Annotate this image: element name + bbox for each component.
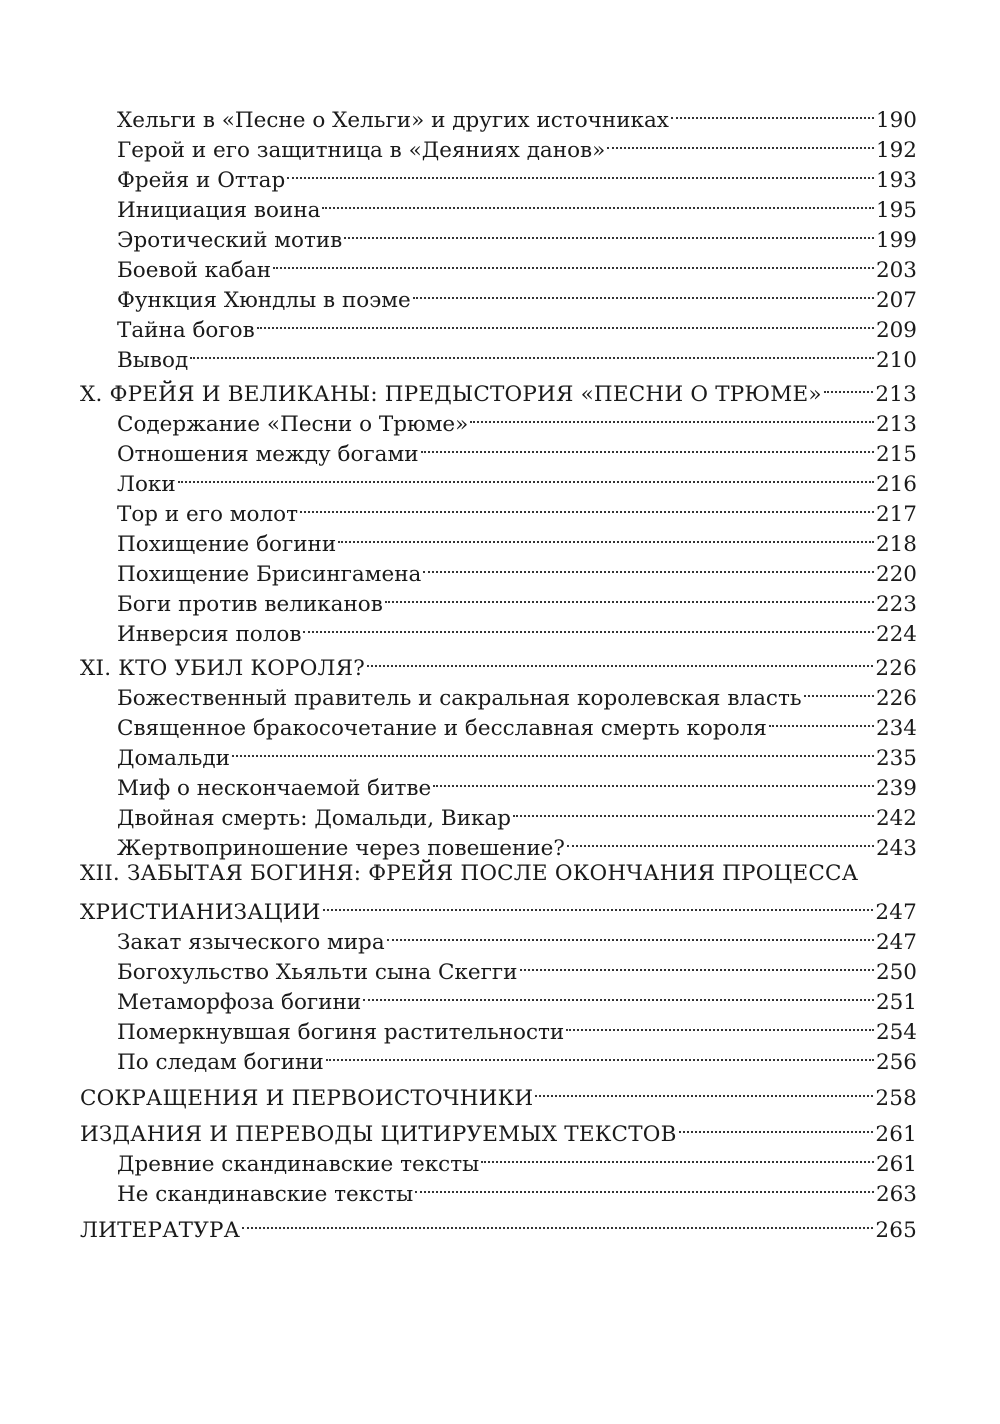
toc-chapter-title: XI. КТО УБИЛ КОРОЛЯ? xyxy=(80,656,365,681)
toc-entry-page: 217 xyxy=(875,502,917,527)
toc-entry-title: Боги против великанов xyxy=(117,592,383,617)
toc-entry-page: 250 xyxy=(875,960,917,985)
toc-entry-page: 256 xyxy=(875,1050,917,1075)
toc-entry-page: 223 xyxy=(875,592,917,617)
toc-entry-title: Двойная смерть: Домальди, Викар xyxy=(117,806,512,831)
toc-entry-page: 220 xyxy=(875,562,917,587)
dot-leader xyxy=(421,431,874,461)
toc-entry-page: 209 xyxy=(875,318,917,343)
toc-entry-title: Домальди xyxy=(117,746,230,771)
toc-entry-page: 213 xyxy=(875,412,917,437)
toc-entry-title: Божественный правитель и сакральная королевская власть xyxy=(117,686,802,711)
toc-section-page: 258 xyxy=(875,1086,917,1111)
toc-entry-title: По следам богини xyxy=(117,1050,324,1075)
toc-entry-title: Хельги в «Песне о Хельги» и других источниках xyxy=(117,108,669,133)
toc-entry-title: Похищение богини xyxy=(117,532,337,557)
toc-entry[interactable] xyxy=(80,337,917,373)
dot-leader xyxy=(413,277,874,307)
dot-leader xyxy=(363,979,874,1009)
toc-entry-title: Похищение Брисингамена xyxy=(117,562,422,587)
toc-entry-page: 216 xyxy=(875,472,917,497)
toc-entry-page: 224 xyxy=(875,622,917,647)
dot-leader xyxy=(567,825,874,855)
toc-entry-title: Метаморфоза богини xyxy=(117,990,362,1015)
toc-section-title: СОКРАЩЕНИЯ И ПЕРВОИСТОЧНИКИ xyxy=(80,1086,534,1111)
toc-entry-page: 207 xyxy=(875,288,917,313)
toc-entry-title: Содержание «Песни о Трюме» xyxy=(117,412,469,437)
toc-entry-title: Отношения между богами xyxy=(117,442,419,467)
toc-entry-page: 247 xyxy=(875,930,917,955)
dot-leader xyxy=(520,949,874,979)
dot-leader xyxy=(804,675,874,705)
dot-leader xyxy=(287,157,874,187)
toc-entry-title: Миф о нескончаемой битве xyxy=(117,776,432,801)
dot-leader xyxy=(415,1171,874,1201)
toc-entry-page: 199 xyxy=(875,228,917,253)
toc-entry-page: 235 xyxy=(875,746,917,771)
toc-entry-title: Инверсия полов xyxy=(117,622,302,647)
toc-entry-title: Функция Хюндлы в поэме xyxy=(117,288,411,313)
toc-entry-title: Фрейя и Оттар xyxy=(117,168,286,193)
toc-section-title: ИЗДАНИЯ И ПЕРЕВОДЫ ЦИТИРУЕМЫХ ТЕКСТОВ xyxy=(80,1122,677,1147)
toc-chapter-page: 226 xyxy=(875,656,917,681)
toc-section-page: 265 xyxy=(875,1218,917,1243)
toc-entry-page: 226 xyxy=(875,686,917,711)
toc-entry-title: Закат языческого мира xyxy=(117,930,385,955)
dot-leader xyxy=(257,307,874,337)
toc-entry-title: Древние скандинавские тексты xyxy=(117,1152,480,1177)
dot-leader xyxy=(387,919,874,949)
toc-entry-page: 215 xyxy=(875,442,917,467)
dot-leader xyxy=(322,187,873,217)
toc-entry-page: 193 xyxy=(875,168,917,193)
toc-section[interactable] xyxy=(80,1111,917,1147)
toc-entry[interactable] xyxy=(80,97,917,133)
dot-leader xyxy=(367,645,873,675)
dot-leader xyxy=(566,1009,874,1039)
toc-chapter-title-line1: XII. ЗАБЫТАЯ БОГИНЯ: ФРЕЙЯ ПОСЛЕ ОКОНЧАНИЯ ПРОЦЕССА xyxy=(80,861,859,886)
toc-entry-page: 218 xyxy=(875,532,917,557)
dot-leader xyxy=(323,889,874,919)
dot-leader xyxy=(303,611,874,641)
dot-leader xyxy=(273,247,874,277)
table-of-contents xyxy=(80,97,917,1243)
dot-leader xyxy=(326,1039,874,1069)
toc-section[interactable] xyxy=(80,1207,917,1243)
toc-entry-title: Жертвоприношение через повешение? xyxy=(117,836,565,861)
toc-chapter[interactable] xyxy=(80,371,917,407)
toc-entry-title: Не скандинавские тексты xyxy=(117,1182,414,1207)
dot-leader xyxy=(679,1111,874,1141)
toc-chapter-page: 247 xyxy=(875,900,917,925)
toc-entry-page: 195 xyxy=(875,198,917,223)
toc-entry-page: 192 xyxy=(875,138,917,163)
dot-leader xyxy=(513,795,874,825)
toc-entry-title: Богохульство Хьяльти сына Скегги xyxy=(117,960,518,985)
dot-leader xyxy=(535,1075,873,1105)
dot-leader xyxy=(607,127,874,157)
dot-leader xyxy=(338,521,874,551)
toc-entry-page: 261 xyxy=(875,1152,917,1177)
toc-section-title: ЛИТЕРАТУРА xyxy=(80,1218,241,1243)
toc-entry-title: Боевой кабан xyxy=(117,258,272,283)
toc-entry[interactable] xyxy=(80,491,917,527)
toc-entry-title: Вывод xyxy=(117,348,189,373)
toc-chapter[interactable] xyxy=(80,859,917,925)
toc-entry-page: 239 xyxy=(875,776,917,801)
dot-leader xyxy=(481,1141,874,1171)
toc-entry-page: 243 xyxy=(875,836,917,861)
toc-chapter-title: X. ФРЕЙЯ И ВЕЛИКАНЫ: ПРЕДЫСТОРИЯ «ПЕСНИ О ТРЮМЕ» xyxy=(80,382,822,407)
toc-entry-title: Тор и его молот xyxy=(117,502,298,527)
dot-leader xyxy=(344,217,874,247)
toc-section[interactable] xyxy=(80,1075,917,1111)
dot-leader xyxy=(769,705,874,735)
toc-entry-title: Тайна богов xyxy=(117,318,255,343)
toc-section-page: 261 xyxy=(875,1122,917,1147)
dot-leader xyxy=(385,581,874,611)
dot-leader xyxy=(824,371,874,401)
toc-entry-page: 242 xyxy=(875,806,917,831)
toc-entry-page: 210 xyxy=(875,348,917,373)
toc-entry-title: Эротический мотив xyxy=(117,228,343,253)
toc-entry-page: 263 xyxy=(875,1182,917,1207)
toc-entry-page: 203 xyxy=(875,258,917,283)
toc-entry[interactable] xyxy=(80,461,917,497)
dot-leader xyxy=(242,1207,873,1237)
toc-entry-page: 254 xyxy=(875,1020,917,1045)
toc-entry-page: 190 xyxy=(875,108,917,133)
dot-leader xyxy=(433,765,874,795)
toc-entry-title: Померкнувшая богиня растительности xyxy=(117,1020,565,1045)
dot-leader xyxy=(470,401,874,431)
toc-entry-page: 234 xyxy=(875,716,917,741)
dot-leader xyxy=(190,337,874,367)
toc-entry-page: 251 xyxy=(875,990,917,1015)
toc-entry-title: Герой и его защитница в «Деяниях данов» xyxy=(117,138,606,163)
dot-leader xyxy=(423,551,874,581)
dot-leader xyxy=(178,461,874,491)
dot-leader xyxy=(232,735,874,765)
dot-leader xyxy=(300,491,874,521)
toc-chapter-title-line2: ХРИСТИАНИЗАЦИИ xyxy=(80,900,321,925)
toc-chapter-page: 213 xyxy=(875,382,917,407)
toc-entry-title: Инициация воина xyxy=(117,198,321,223)
toc-entry-title: Священное бракосочетание и бесславная смерть короля xyxy=(117,716,767,741)
toc-entry-title: Локи xyxy=(117,472,176,497)
dot-leader xyxy=(671,97,874,127)
